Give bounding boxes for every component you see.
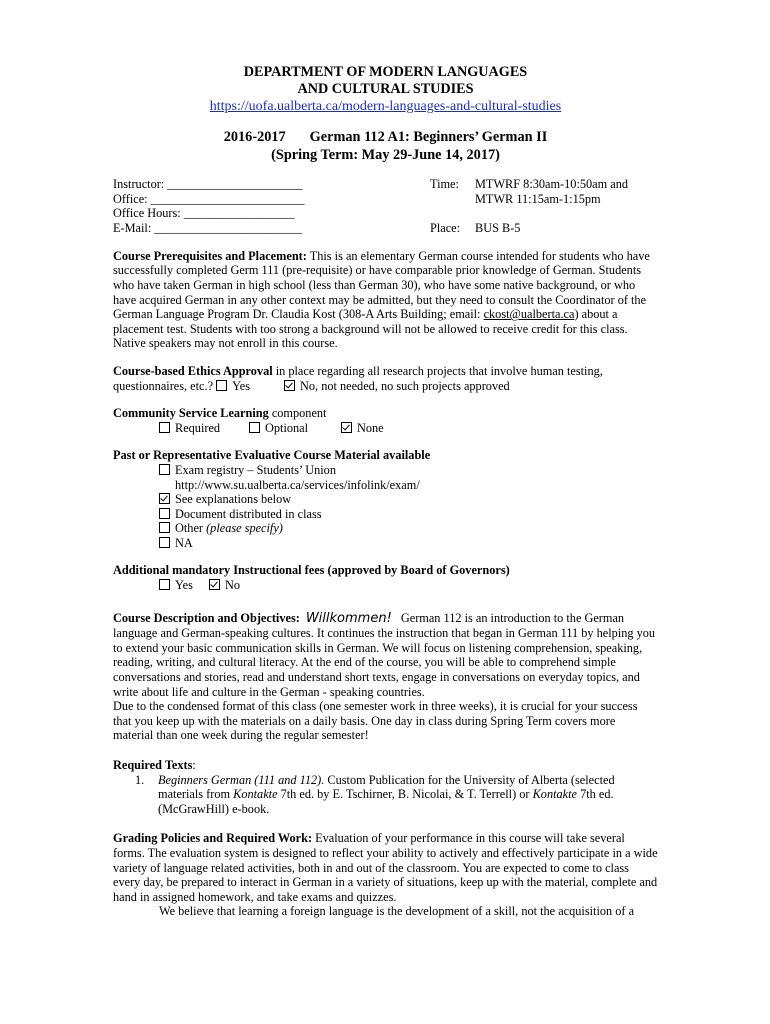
course-year: 2016-2017 (223, 129, 286, 145)
prerequisites-heading: Course Prerequisites and Placement: (113, 248, 307, 263)
grading-paragraph-2: We believe that learning a foreign language is the development of a skill, not the acquisition of a (159, 904, 635, 919)
course-info (113, 177, 658, 236)
office-hours-field: Office Hours: __________________ (113, 206, 295, 221)
grading-section: Grading Policies and Required Work: Evaluation of your performance in this course will take several forms. The evaluation system is designed to reflect your ability to actively and effectively participate in a wide variety of language related activities, both in and out of the classroom. You are expected to come to class every day, be prepared to interact in German in a variety of situations, keep up with the material, complete and hand in assigned homework, and take exams and quizzes. We believe that learning a foreign language is the development of a skill, not the acquisition of a (113, 831, 658, 919)
course-term: (Spring Term: May 29-June 14, 2017) (271, 147, 500, 163)
place-label: Place: (430, 221, 461, 236)
grading-heading: Grading Policies and Required Work: (113, 831, 313, 846)
ethics-yes-checkbox (216, 380, 227, 391)
department-link[interactable]: https://uofa.ualberta.ca/modern-languages-and-cultural-studies (209, 99, 562, 114)
exam-registry-url: http://www.su.ualberta.ca/services/infolink/exam/ (175, 477, 420, 492)
list-item: 1. Beginners German (111 and 112). Custom Publication for the University of Alberta (selected materials from Kontakte 7th ed. by E. Tschirner, B. Nicolai, & T. Terrell) or Kontakte 7th ed. (McGrawHill) e-book. (135, 772, 615, 816)
past-material-section: Past or Representative Evaluative Course Material available Exam registry – Students’ Union http://www.su.ualberta.ca/services/infolink/exam/ See explanations below Document distributed in class Other (please specify) NA (113, 448, 658, 550)
csl-none-checkbox-checked (341, 422, 352, 433)
required-texts-section: Required Texts: 1. Beginners German (111 and 112). Custom Publication for the University of Alberta (selected materials from Kontakte 7th ed. by E. Tschirner, B. Nicolai, & T. Terrell) or Kontakte 7th ed. (McGrawHill) e-book. (113, 758, 658, 816)
document-checkbox (159, 508, 170, 519)
na-checkbox (159, 537, 170, 548)
office-field: Office: _________________________ (113, 191, 305, 206)
description-paragraph-2: Due to the condensed format of this class (one semester work in three weeks), it is crucial for your success that you keep up with the materials on a daily basis. One day in class during Spring Term covers more material than one week during the regular semester! (113, 699, 638, 743)
ethics-paragraph: Course-based Ethics Approval in place regarding all research projects that involve human testing, questionnaires, etc.? Yes No, not needed, no such projects approved (113, 363, 603, 393)
fees-yes-checkbox (159, 579, 170, 590)
fees-section: Additional mandatory Instructional fees (approved by Board of Governors) Yes No (113, 563, 658, 592)
csl-section: Community Service Learning component Required Optional None (113, 406, 384, 435)
fees-heading: Additional mandatory Instructional fees (approved by Board of Governors) (113, 563, 510, 578)
department-line-2: AND CULTURAL STUDIES (297, 81, 474, 97)
csl-heading: Community Service Learning (113, 406, 269, 421)
time-value-2: MTWR 11:15am-1:15pm (475, 191, 601, 206)
coordinator-email-link[interactable]: ckost@ualberta.ca (483, 307, 575, 322)
see-below-checkbox-checked (159, 493, 170, 504)
other-checkbox (159, 522, 170, 533)
csl-optional-checkbox (249, 422, 260, 433)
description-section: Course Description and Objectives: Willkommen! German 112 is an introduction to the German language and German-speaking cultures. It continues the instruction that began in German 111 by helping you to extend your basic communication skills in German. We will focus on listening comprehension, speaking, reading, writing, and cultural literacy. At the end of the course, you will be able to comprehend simple conversations and stories, read and understand short texts, engage in conversations on everyday topics, and write about life and culture in the German - speaking countries. Due to the condensed format of this class (one semester work in three weeks), it is crucial for your success that you keep up with the materials on a daily basis. One day in class during Spring Term covers more material than one week during the regular semester! (113, 611, 658, 743)
csl-required-checkbox (159, 422, 170, 433)
time-value-1: MTWRF 8:30am-10:50am and (475, 177, 629, 191)
email-field: E-Mail: ________________________ (113, 220, 302, 235)
course-title (113, 128, 658, 146)
document-page (113, 64, 658, 919)
required-texts-heading: Required Texts (113, 758, 193, 772)
place-value: BUS B-5 (475, 221, 521, 236)
time-label: Time: (430, 177, 459, 191)
instructor-field: Instructor: ______________________ (113, 177, 303, 191)
department-line-1: DEPARTMENT OF MODERN LANGUAGES (243, 64, 528, 80)
prerequisites-paragraph: Course Prerequisites and Placement: This is an elementary German course intended for students who have successfully completed Germ 111 (pre-requisite) or have comparable prior knowledge of German. Students who have taken German in high school (less than German 30), who have some native background, or who have acquired German in any other context may be admitted, but they need to consult the Coordinator of the German Language Program Dr. Claudia Kost (308-A Arts Building; email: ckost@ualberta.ca) about a placement test. Students with too strong a background will not be allowed to receive credit for this class. Native speakers may not enroll in this course. (113, 248, 650, 351)
exam-registry-checkbox (159, 464, 170, 475)
ethics-heading: Course-based Ethics Approval (113, 363, 273, 378)
willkommen-text: Willkommen! (305, 610, 392, 626)
ethics-no-checkbox-checked (284, 380, 295, 391)
course-name: German 112 A1: Beginners’ German II (309, 129, 548, 145)
fees-no-checkbox-checked (209, 579, 220, 590)
past-material-heading: Past or Representative Evaluative Course Material available (113, 448, 431, 463)
description-heading: Course Description and Objectives: (113, 610, 300, 625)
